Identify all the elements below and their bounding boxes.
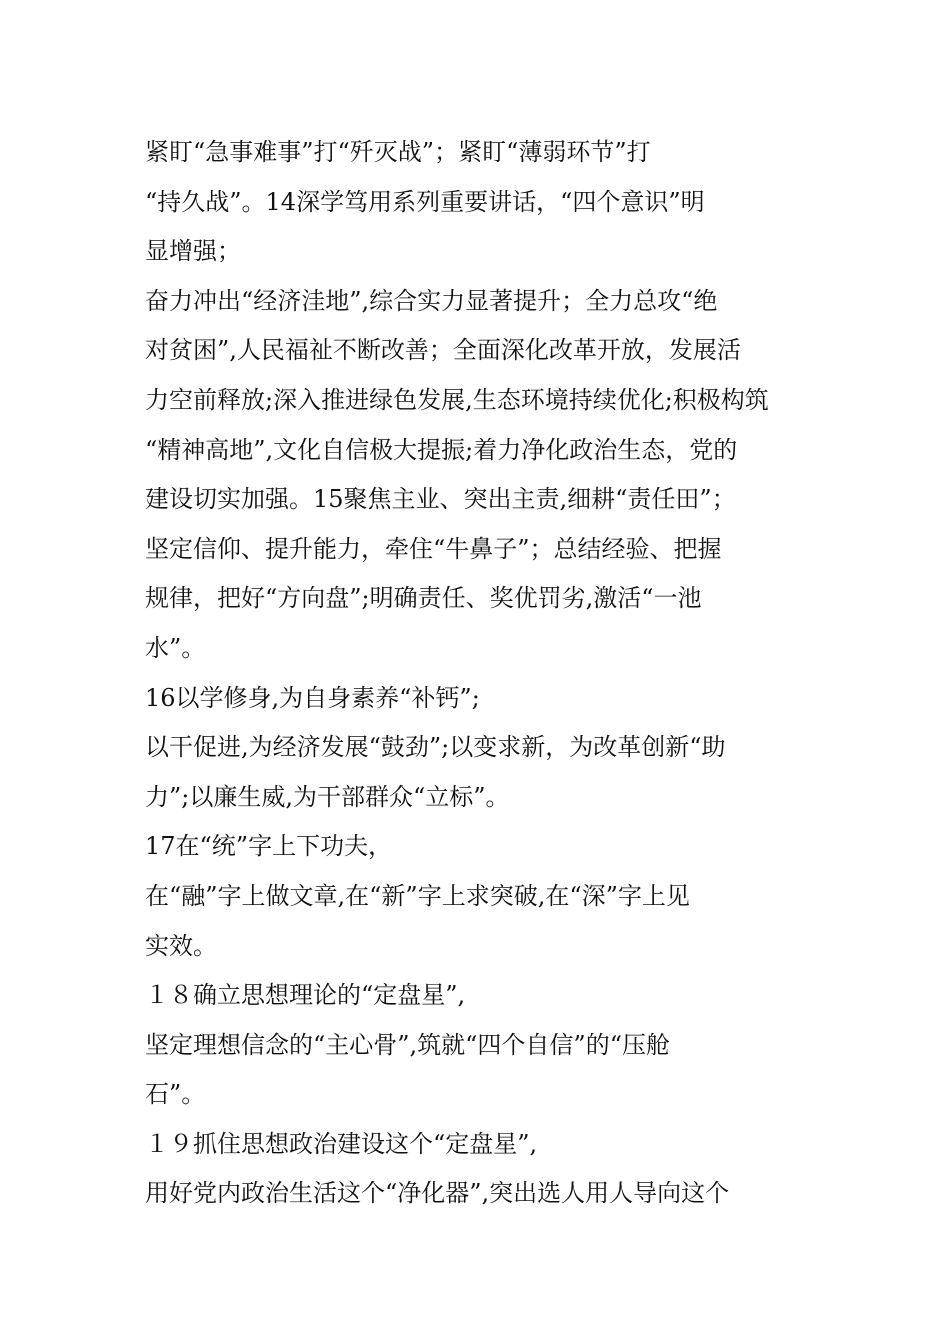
- text-line: 对贫困”,人民福祉不断改善；全面深化改革开放，发展活: [145, 336, 741, 365]
- text-line: 显增强；: [145, 237, 241, 266]
- text-line: 坚定理想信念的“主心骨”,筑就“四个自信”的“压舱: [145, 1030, 670, 1059]
- text-line: 实效。: [145, 931, 217, 960]
- text-line: 17在“统”字上下功夫，: [145, 832, 393, 861]
- text-line: 紧盯“急事难事”打“歼灭战”；紧盯“薄弱环节”打: [145, 138, 651, 166]
- text-line: 建设切实加强。15聚焦主业、突出主责,细耕“责任田”；: [145, 485, 736, 514]
- text-line: 坚定信仰、提升能力，牵住“牛鼻子”；总结经验、把握: [145, 534, 722, 563]
- text-line: 以干促进,为经济发展“鼓劲”;以变求新，为改革创新“助: [145, 733, 726, 762]
- text-line: 在“融”字上做文章,在“新”字上求突破,在“深”字上见: [145, 881, 690, 910]
- text-line: “持久战”。14深学笃用系列重要讲话，“四个意识”明: [145, 187, 705, 216]
- text-line: １８确立思想理论的“定盘星”,: [145, 981, 466, 1010]
- text-line: “精神高地”,文化自信极大提振;着力净化政治生态，党的: [145, 435, 738, 464]
- text-line: 力空前释放;深入推进绿色发展,生态环境持续优化;积极构筑: [145, 385, 769, 414]
- text-line: 用好党内政治生活这个“净化器”,突出选人用人导向这个: [145, 1179, 730, 1208]
- text-line: 16以学修身,为自身素养“补钙”;: [145, 683, 480, 712]
- text-line: 石”。: [145, 1080, 206, 1109]
- text-line: １９抓住思想政治建设这个“定盘星”,: [145, 1129, 538, 1158]
- text-line: 力”;以廉生威,为干部群众“立标”。: [145, 782, 510, 811]
- text-line: 奋力冲出“经济洼地”,综合实力显著提升；全力总攻“绝: [145, 286, 718, 315]
- text-line: 水”。: [145, 633, 206, 662]
- text-line: 规律，把好“方向盘”;明确责任、奖优罚劣,激活“一池: [145, 584, 702, 613]
- document-body: [145, 128, 825, 1219]
